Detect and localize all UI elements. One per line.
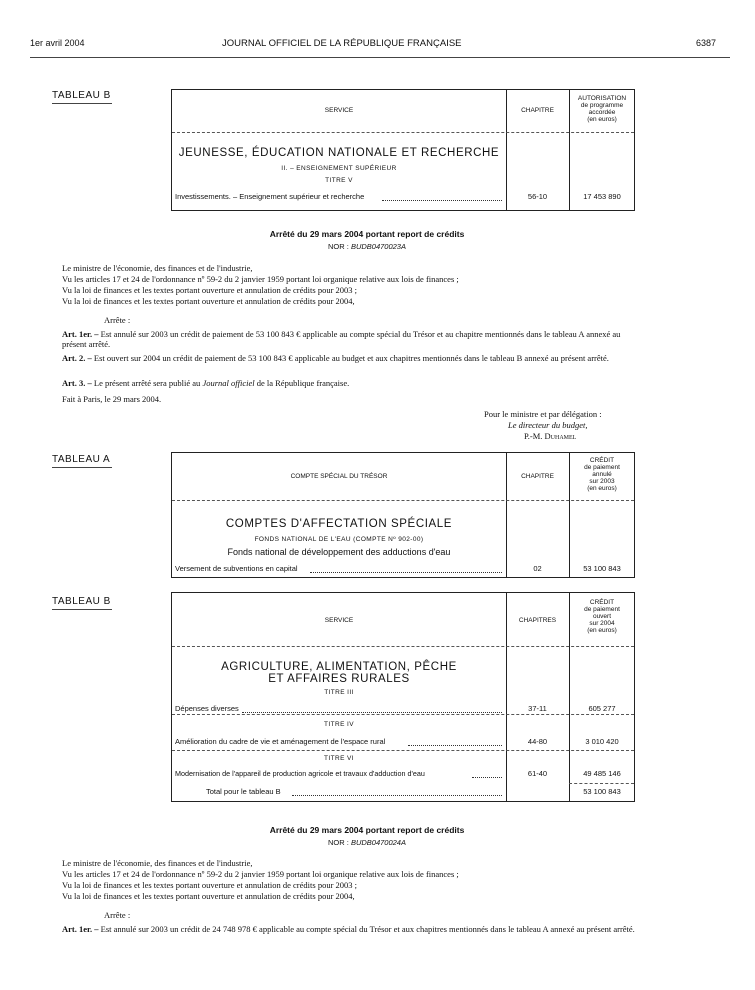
table2-fund: FONDS NATIONAL DE L'EAU (COMPTE Nº 902-00) (254, 536, 424, 543)
table3-row3-label: Modernisation de l'appareil de production agricole et travaux d'adduction d'eau (175, 769, 425, 778)
art-journal: Journal officiel (202, 378, 255, 388)
arrete2-intro-1: Vu les articles 17 et 24 de l'ordonnance nº 59-2 du 2 janvier 1959 portant loi organique relative aux lois de finances ; (62, 869, 459, 879)
table3-titre6: TITRE VI (324, 755, 354, 762)
table2-row-label: Versement de subventions en capital (175, 564, 298, 573)
table3-col-amount (569, 599, 635, 634)
table3-row2-amount: 3 010 420 (585, 737, 619, 746)
arrete2-arrete: Arrête : (104, 910, 131, 920)
table3-tag-underline (52, 609, 112, 610)
table2-col-amount (569, 457, 635, 492)
art-text: Est annulé sur 2003 un crédit de 24 748 978 € applicable au compte spécial du Trésor et aux chapitres mentionnés dans le tableau A annexé au présent arrêté. (98, 924, 635, 934)
table2-heading: COMPTES D'AFFECTATION SPÉCIALE (225, 518, 453, 530)
art-label: Art. 1er. – (62, 924, 99, 934)
arrete2-intro-2: Vu la loi de finances et les textes portant ouverture et annulation de crédits pour 2003 ; (62, 880, 358, 890)
table3-row1-chapitre: 37-11 (528, 704, 547, 713)
arrete1-intro-0: Le ministre de l'économie, des finances et de l'industrie, (62, 263, 253, 273)
arrete1-art2 (62, 353, 647, 363)
arrete2-nor (52, 838, 682, 847)
table3-tag: TABLEAU B (52, 596, 111, 607)
table3-col-service: SERVICE (324, 617, 354, 624)
table3-col-amount-l2: de paiement (584, 606, 620, 613)
table1-col-amount (569, 95, 635, 123)
table2-row-amount: 53 100 843 (583, 564, 621, 573)
signature-line2: Le directeur du budget, (508, 420, 588, 430)
art-text: de la République française. (254, 378, 350, 388)
table1-tag: TABLEAU B (52, 90, 111, 101)
table1-col-service: SERVICE (324, 107, 354, 114)
table2 (171, 452, 635, 578)
table3-col-chapitre: CHAPITRES (518, 617, 557, 624)
table3-total-amount: 53 100 843 (583, 787, 621, 796)
table3-row1-label: Dépenses diverses (175, 704, 239, 713)
arrete1-intro-2: Vu la loi de finances et les textes portant ouverture et annulation de crédits pour 2003 ; (62, 285, 358, 295)
arrete1-art3 (62, 378, 647, 388)
arrete2-title: Arrêté du 29 mars 2004 portant report de crédits (269, 825, 465, 835)
table2-col-chapitre: CHAPITRE (521, 473, 554, 480)
table2-col-amount-l5: (en euros) (587, 485, 617, 492)
arrete1-intro-1: Vu les articles 17 et 24 de l'ordonnance nº 59-2 du 2 janvier 1959 portant loi organique relative aux lois de finances ; (62, 274, 459, 284)
leader-dots (242, 712, 502, 713)
table2-col-amount-l4: sur 2003 (589, 478, 615, 485)
table1 (171, 89, 635, 211)
table3-ministry-line1: AGRICULTURE, ALIMENTATION, PÊCHE (221, 661, 457, 673)
table3-col-amount-l5: (en euros) (587, 627, 617, 634)
table1-titre: TITRE V (325, 177, 353, 184)
arrete2-art1 (62, 924, 647, 934)
leader-dots (408, 745, 502, 746)
art-label: Art. 2. – (62, 353, 92, 363)
arrete1-arrete: Arrête : (104, 315, 131, 325)
table1-section: II. – ENSEIGNEMENT SUPÉRIEUR (281, 165, 397, 172)
table1-col-amount-l4: (en euros) (587, 116, 617, 123)
table3 (171, 592, 635, 802)
table3-row2-label: Amélioration du cadre de vie et aménagement de l'espace rural (175, 737, 386, 746)
table2-col-service: COMPTE SPÉCIAL DU TRÉSOR (290, 473, 388, 480)
nor-value: BUDB0470023A (350, 242, 406, 251)
arrete2-intro-0: Le ministre de l'économie, des finances et de l'industrie, (62, 858, 253, 868)
table1-col-amount-l1: AUTORISATION (577, 95, 627, 102)
leader-dots (472, 777, 502, 778)
art-text: Est annulé sur 2003 un crédit de paiement de 53 100 843 € applicable au compte spécial du Trésor et au chapitre mentionnés dans le tableau A annexé au présent arrêté. (62, 329, 621, 349)
table2-sub: Fonds national de développement des adductions d'eau (227, 547, 451, 557)
signature-name: P.-M. Duhamel (524, 431, 577, 441)
table1-ministry: JEUNESSE, ÉDUCATION NATIONALE ET RECHERCHE (178, 147, 500, 159)
table1-col-amount-l3: accordée (588, 109, 616, 116)
table3-row3-amount: 49 485 146 (583, 769, 621, 778)
table1-row-amount: 17 453 890 (583, 192, 621, 201)
nor-label: NOR : (328, 242, 349, 251)
table3-col-amount-l4: sur 2004 (589, 620, 615, 627)
arrete1-fait: Fait à Paris, le 29 mars 2004. (62, 394, 162, 404)
table3-col-amount-l1: CRÉDIT (589, 599, 615, 606)
leader-dots (382, 200, 502, 201)
table2-tag: TABLEAU A (52, 454, 111, 465)
table2-col-amount-l3: annulé (592, 471, 612, 478)
art-label: Art. 3. – (62, 378, 92, 388)
header-rule (30, 57, 730, 58)
table2-col-amount-l1: CRÉDIT (589, 457, 615, 464)
table3-row3-chapitre: 61-40 (527, 769, 548, 778)
page-number: 6387 (696, 38, 717, 48)
table2-col-amount-l2: de paiement (584, 464, 620, 471)
table1-row-label: Investissements. – Enseignement supérieur et recherche (175, 192, 365, 201)
nor-label: NOR : (328, 838, 349, 847)
signature-line1: Pour le ministre et par délégation : (484, 409, 602, 419)
journal-title: JOURNAL OFFICIEL DE LA RÉPUBLIQUE FRANÇAISE (222, 38, 462, 49)
leader-dots (310, 572, 502, 573)
page-date: 1er avril 2004 (30, 38, 85, 48)
arrete2-intro-3: Vu la loi de finances et les textes portant ouverture et annulation de crédits pour 2004, (62, 891, 355, 901)
table2-row-chapitre: 02 (533, 564, 542, 573)
art-text: Est ouvert sur 2004 un crédit de paiement de 53 100 843 € applicable au budget et aux chapitres mentionnés dans le tableau B annexé au présent arrêté. (91, 353, 609, 363)
table2-tag-underline (52, 467, 112, 468)
table1-col-chapitre: CHAPITRE (521, 107, 554, 114)
table1-tag-underline (52, 103, 112, 104)
art-label: Art. 1er. – (62, 329, 99, 339)
arrete1-title: Arrêté du 29 mars 2004 portant report de crédits (269, 229, 465, 239)
arrete1-art1 (62, 329, 647, 349)
nor-value: BUDB0470024A (350, 838, 406, 847)
art-text: Le présent arrêté sera publié au (91, 378, 203, 388)
table3-col-amount-l3: ouvert (592, 613, 612, 620)
arrete1-nor (52, 242, 682, 251)
table3-titre4: TITRE IV (324, 721, 354, 728)
table3-row1-amount: 605 277 (588, 704, 616, 713)
table3-ministry-line2: ET AFFAIRES RURALES (268, 673, 410, 685)
table1-row-chapitre: 56-10 (527, 192, 548, 201)
arrete1-intro-3: Vu la loi de finances et les textes portant ouverture et annulation de crédits pour 2004, (62, 296, 355, 306)
table1-col-amount-l2: de programme (580, 102, 624, 109)
table3-titre3: TITRE III (324, 689, 354, 696)
leader-dots (292, 795, 502, 796)
table3-total-label: Total pour le tableau B (206, 787, 281, 796)
table3-row2-chapitre: 44-80 (527, 737, 548, 746)
